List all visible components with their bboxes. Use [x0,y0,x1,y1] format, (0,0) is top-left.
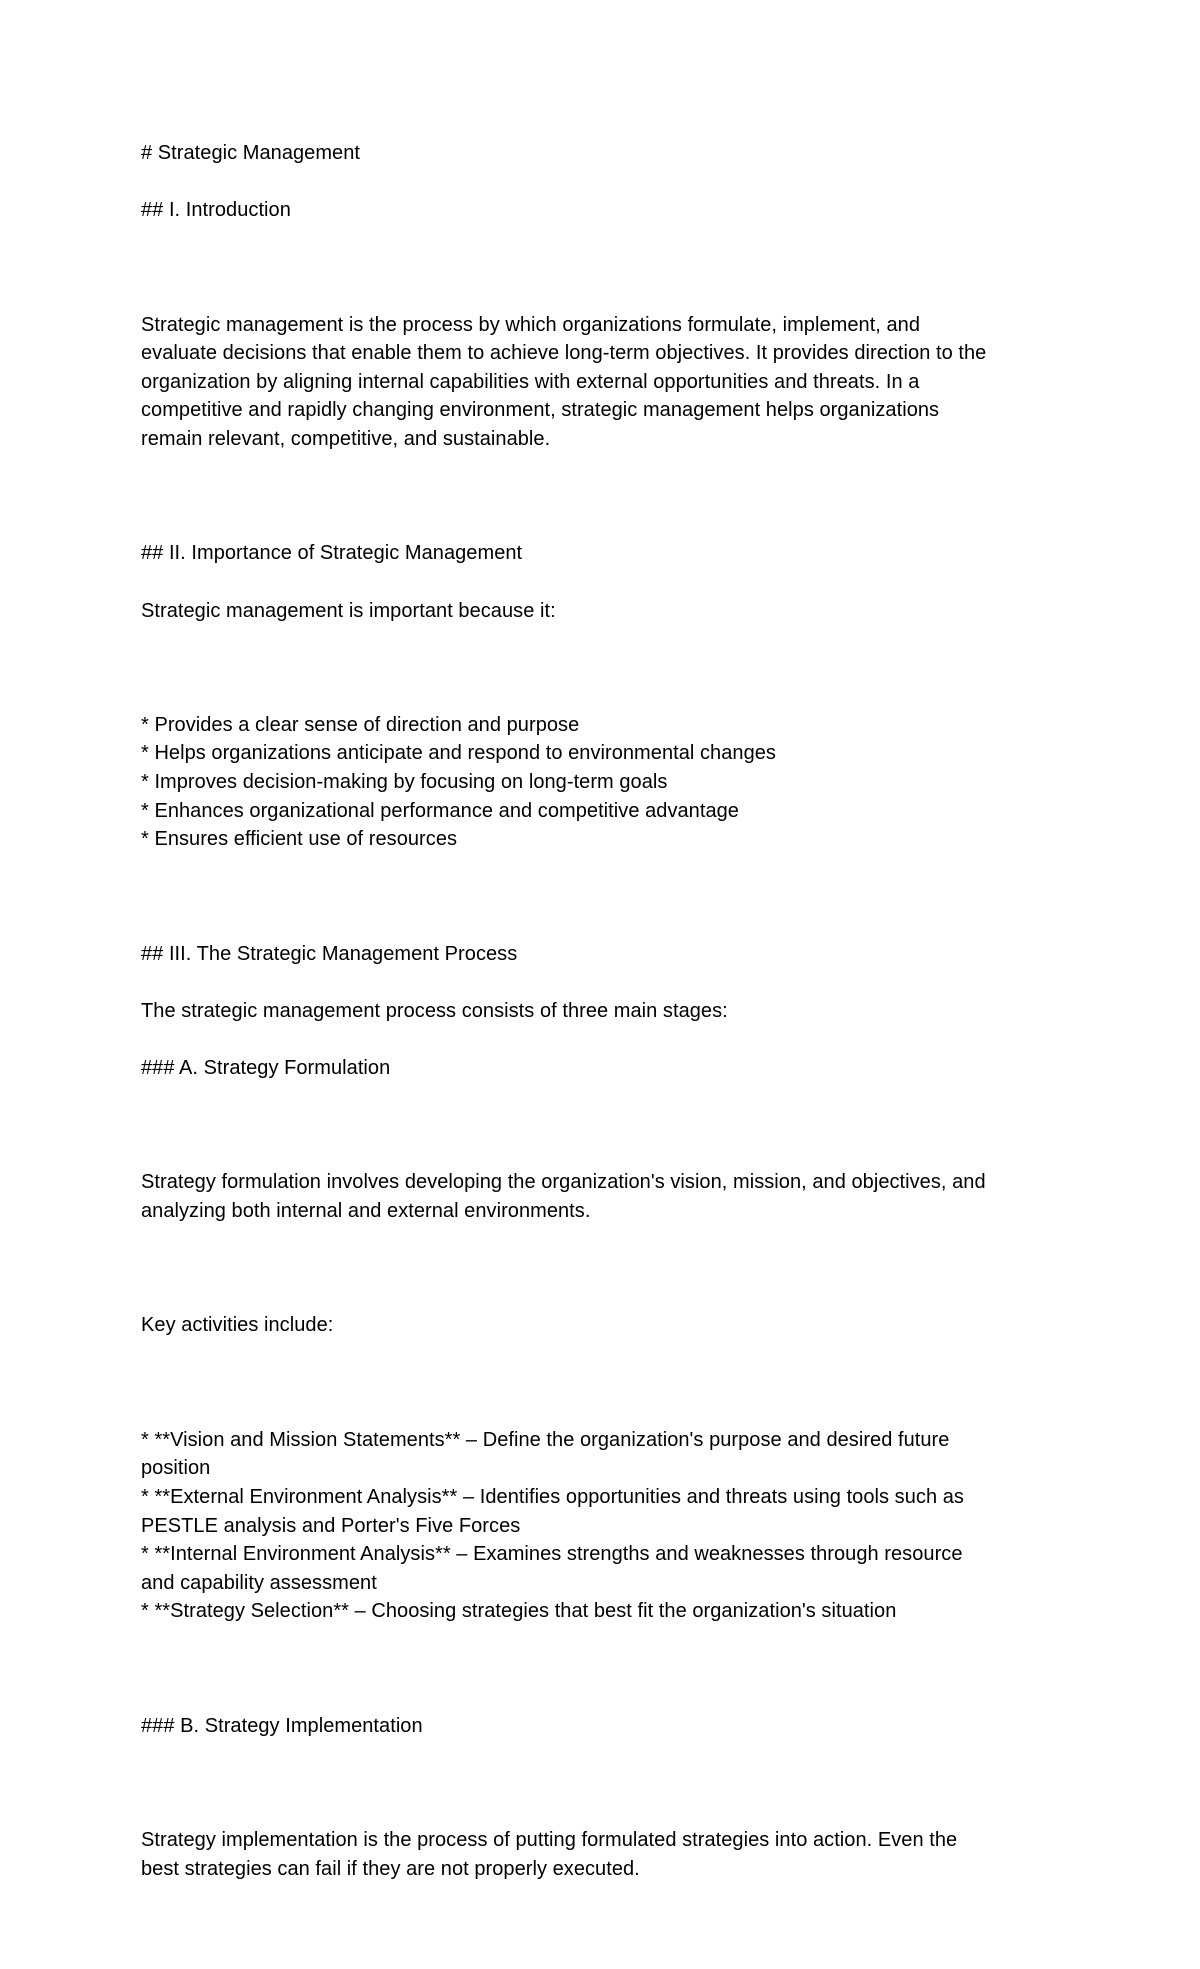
list-item: * **Vision and Mission Statements** – Define the organization's purpose and desired future [141,1428,950,1451]
list-item: * **External Environment Analysis** – Identifies opportunities and threats using tools such as [141,1485,964,1508]
document-title: # Strategic Management [141,142,361,164]
paragraph-line: remain relevant, competitive, and sustainable. [141,427,551,450]
paragraph-line: Strategy implementation is the process of putting formulated strategies into action. Even the [141,1829,958,1852]
importance-intro: Strategic management is important because it: [141,599,556,622]
section-heading-introduction: ## I. Introduction [141,199,291,222]
section-heading-process: ## III. The Strategic Management Process [141,942,518,965]
document-page [141,139,1071,1969]
list-item: * Helps organizations anticipate and respond to environmental changes [141,742,776,765]
paragraph-line: best strategies can fail if they are not properly executed. [141,1857,640,1880]
list-item: * **Internal Environment Analysis** – Examines strengths and weaknesses through resource [141,1543,963,1566]
section-heading-importance: ## II. Importance of Strategic Management [141,542,523,565]
paragraph-line: competitive and rapidly changing environment, strategic management helps organizations [141,399,940,422]
list-item: PESTLE analysis and Porter's Five Forces [141,1514,521,1537]
key-activities-list [141,1369,1071,1684]
paragraph-line: Strategic management is the process by which organizations formulate, implement, and [141,313,921,336]
paragraph-line: organization by aligning internal capabilities with external opportunities and threats. In a [141,370,920,393]
formulation-paragraph [141,1111,1071,1283]
process-intro: The strategic management process consists of three main stages: [141,999,728,1022]
paragraph-line: evaluate decisions that enable them to achieve long-term objectives. It provides direction to the [141,342,987,365]
list-item: position [141,1457,211,1480]
implementation-paragraph [141,1769,1071,1941]
subsection-heading-formulation: ### A. Strategy Formulation [141,1057,391,1079]
list-item: and capability assessment [141,1571,377,1594]
list-item: * Enhances organizational performance and competitive advantage [141,799,739,822]
key-activities-intro: Key activities include: [141,1314,334,1337]
list-item: * Ensures efficient use of resources [141,828,458,851]
list-item: * **Strategy Selection** – Choosing strategies that best fit the organization's situation [141,1600,897,1623]
list-item: * Provides a clear sense of direction and purpose [141,713,580,736]
introduction-paragraph [141,253,1071,510]
subsection-heading-implementation: ### B. Strategy Implementation [141,1714,423,1737]
paragraph-line: Strategy formulation involves developing the organization's vision, mission, and objectives, and [141,1171,986,1194]
importance-bullet-list [141,654,1071,911]
paragraph-line: analyzing both internal and external environments. [141,1199,591,1222]
list-item: * Improves decision-making by focusing on long-term goals [141,771,668,794]
